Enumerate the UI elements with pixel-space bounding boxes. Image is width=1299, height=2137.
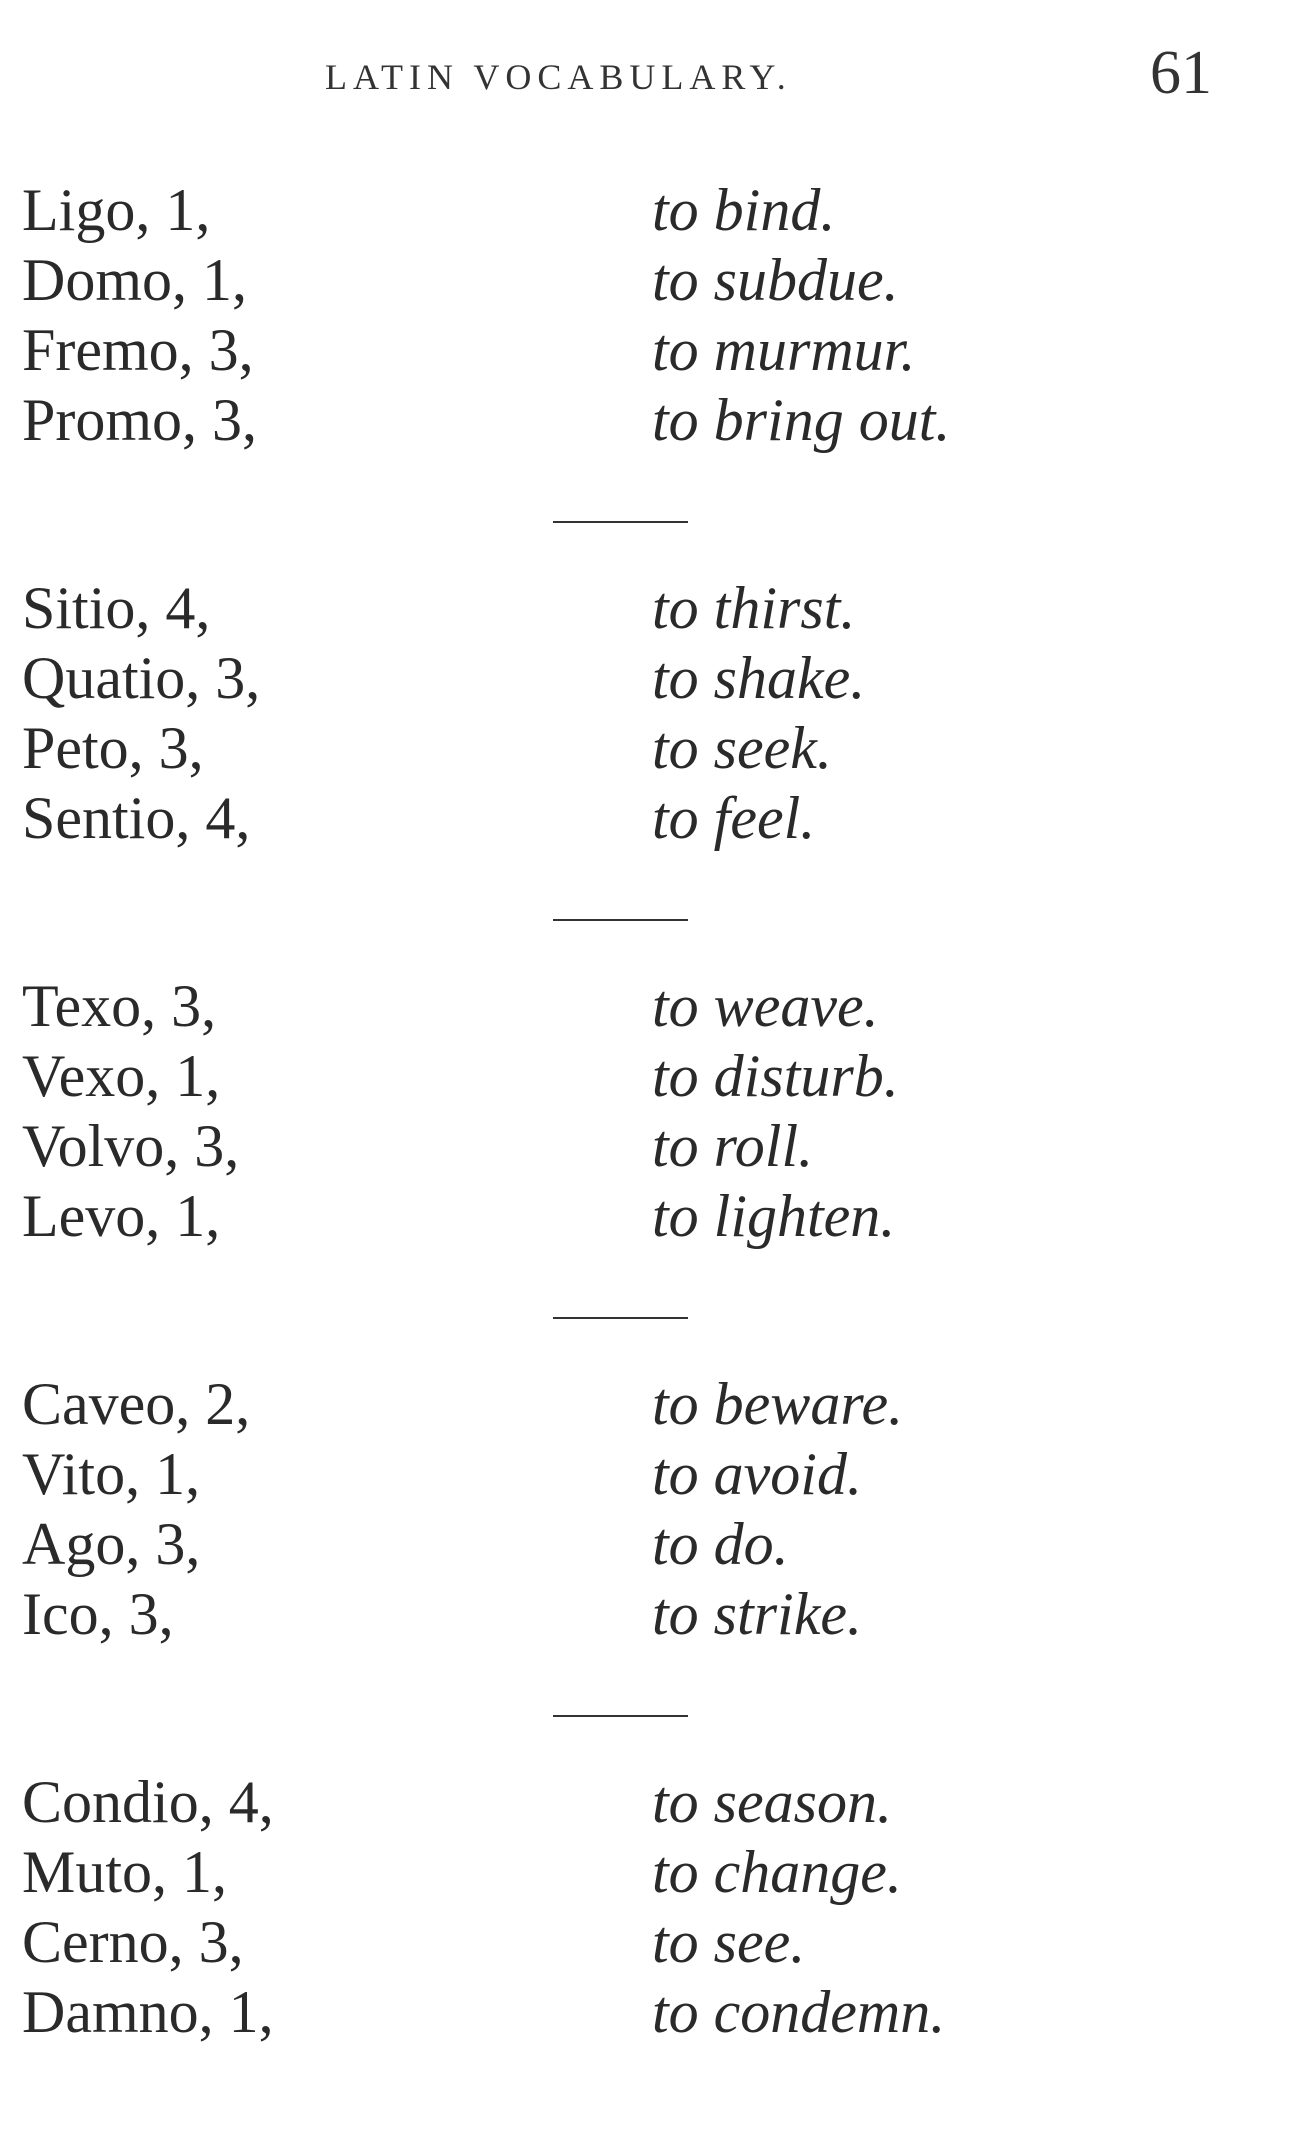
vocabulary-entry [0,1837,1299,1907]
english-meaning: to roll. [652,1113,814,1179]
vocabulary-entry [0,1111,1299,1181]
latin-word: Vexo, 1, [22,1043,221,1109]
latin-word: Texo, 3, [22,973,217,1039]
latin-word: Cerno, 3, [22,1909,244,1975]
page-header [0,39,1299,110]
latin-word: Condio, 4, [22,1769,274,1835]
vocabulary-entry [0,1767,1299,1837]
latin-word: Volvo, 3, [22,1113,240,1179]
vocabulary-group [0,175,1299,455]
vocabulary-entry [0,573,1299,643]
section-divider [553,1715,688,1717]
latin-word: Quatio, 3, [22,645,261,711]
english-meaning: to thirst. [652,575,856,641]
english-meaning: to do. [652,1511,789,1577]
vocabulary-entry [0,315,1299,385]
english-meaning: to strike. [652,1581,862,1647]
english-meaning: to avoid. [652,1441,862,1507]
latin-word: Domo, 1, [22,247,247,313]
english-meaning: to seek. [652,715,832,781]
vocabulary-entry [0,245,1299,315]
latin-word: Sentio, 4, [22,785,251,851]
vocabulary-entry [0,1907,1299,1977]
english-meaning: to condemn. [652,1979,946,2045]
vocabulary-entry [0,175,1299,245]
latin-word: Promo, 3, [22,387,258,453]
vocabulary-entry [0,1509,1299,1579]
english-meaning: to murmur. [652,317,916,383]
english-meaning: to bind. [652,177,836,243]
latin-word: Caveo, 2, [22,1371,251,1437]
latin-word: Ligo, 1, [22,177,211,243]
vocabulary-entry [0,1977,1299,2047]
vocabulary-entry [0,1579,1299,1649]
section-divider [553,1317,688,1319]
latin-word: Fremo, 3, [22,317,254,383]
latin-word: Sitio, 4, [22,575,211,641]
section-divider [553,521,688,523]
vocabulary-entry [0,1181,1299,1251]
page-number: 61 [1150,39,1212,107]
vocabulary-entry [0,1041,1299,1111]
english-meaning: to shake. [652,645,866,711]
english-meaning: to see. [652,1909,806,1975]
english-meaning: to change. [652,1839,902,1905]
vocabulary-group [0,573,1299,853]
english-meaning: to feel. [652,785,816,851]
vocabulary-list [0,175,1299,2047]
vocabulary-group [0,1369,1299,1649]
vocabulary-entry [0,713,1299,783]
english-meaning: to bring out. [652,387,951,453]
vocabulary-entry [0,783,1299,853]
latin-word: Damno, 1, [22,1979,274,2045]
latin-word: Levo, 1, [22,1183,221,1249]
latin-word: Muto, 1, [22,1839,228,1905]
english-meaning: to lighten. [652,1183,896,1249]
vocabulary-entry [0,1369,1299,1439]
english-meaning: to beware. [652,1371,904,1437]
english-meaning: to weave. [652,973,879,1039]
english-meaning: to subdue. [652,247,899,313]
english-meaning: to season. [652,1769,892,1835]
vocabulary-entry [0,385,1299,455]
vocabulary-entry [0,971,1299,1041]
latin-word: Peto, 3, [22,715,204,781]
latin-word: Ico, 3, [22,1581,174,1647]
vocabulary-entry [0,1439,1299,1509]
running-title: LATIN VOCABULARY. [325,57,792,97]
section-divider [553,919,688,921]
latin-word: Ago, 3, [22,1511,201,1577]
vocabulary-group [0,1767,1299,2047]
english-meaning: to disturb. [652,1043,899,1109]
vocabulary-entry [0,643,1299,713]
vocabulary-group [0,971,1299,1251]
latin-word: Vito, 1, [22,1441,201,1507]
